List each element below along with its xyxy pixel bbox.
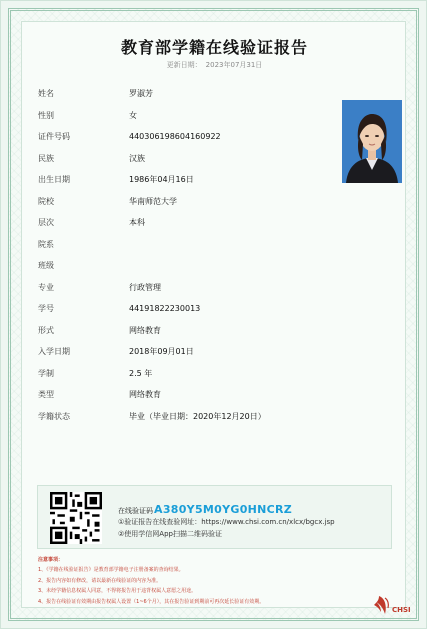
field-value: 44191822230013: [129, 304, 201, 313]
field-label: 学制: [38, 368, 54, 378]
verification-app-line: ②使用学信网App扫描二维码验证: [118, 530, 222, 538]
field-label: 入学日期: [38, 347, 70, 356]
chsi-logo-icon: [373, 592, 413, 618]
note-item: 1、《学籍在线验证报告》是教育部学籍电子注册备案的查询结果。: [38, 567, 184, 573]
field-label: 院校: [38, 196, 54, 206]
field-label: 学号: [38, 304, 54, 313]
field-row: [38, 279, 328, 301]
updated-date: [1, 60, 427, 70]
field-row: [38, 85, 328, 107]
field-value: 2.5 年: [129, 368, 153, 378]
field-label: 形式: [38, 325, 54, 335]
notes-title: 注意事项：: [38, 557, 64, 563]
verification-code: A380Y5M0YG0HNCRZ: [154, 503, 293, 516]
field-value: 女: [129, 110, 137, 120]
field-label: 民族: [38, 153, 54, 163]
student-info: [38, 85, 328, 429]
field-row: [38, 257, 328, 279]
portrait-icon: [342, 100, 402, 183]
field-row: [38, 171, 328, 193]
field-value: 网络教育: [129, 390, 161, 399]
field-label: 层次: [38, 218, 54, 227]
field-value: 2018年09月01日: [129, 347, 194, 356]
field-row: [38, 107, 328, 129]
field-label: 性别: [38, 110, 54, 120]
field-label: 院系: [38, 239, 54, 249]
field-value: 440306198604160922: [129, 132, 221, 141]
field-row: [38, 322, 328, 344]
field-label: 证件号码: [38, 132, 70, 141]
field-label: 姓名: [38, 89, 54, 98]
verification-box: [37, 485, 392, 549]
field-label: 出生日期: [38, 175, 70, 184]
field-label: 专业: [38, 282, 54, 292]
note-item: 2、报告内容如有修改，请以最新在线验证的内容为准。: [38, 577, 162, 584]
updated-date-label: 更新日期：: [166, 61, 202, 69]
student-photo: [342, 100, 402, 183]
field-row: [38, 300, 328, 322]
field-value: 网络教育: [129, 325, 161, 335]
field-value: 1986年04月16日: [129, 175, 194, 184]
note-item: 3、未经学籍信息权属人同意，不得将报告用于违背权属人意愿之用途。: [38, 588, 197, 595]
field-value: 行政管理: [129, 282, 161, 292]
field-row: [38, 343, 328, 365]
notes-section: [38, 556, 358, 608]
field-label: 班级: [38, 261, 54, 270]
note-item: 4、报告在线验证有效期由报告权属人设置（1~6个月），其在报告验证到期前可再次延长验证有效期。: [38, 598, 265, 605]
field-row: [38, 365, 328, 387]
chsi-logo-text: CHSI: [392, 606, 411, 614]
field-value: 本科: [129, 218, 145, 227]
report-title: 教育部学籍在线验证报告: [120, 38, 308, 57]
field-value: 汉族: [129, 153, 145, 163]
field-row: [38, 150, 328, 172]
field-row: [38, 193, 328, 215]
field-row: [38, 408, 328, 430]
verification-code-line: [118, 503, 292, 516]
field-value: 毕业（毕业日期：2020年12月20日）: [129, 411, 266, 421]
verification-code-label: 在线验证码: [118, 507, 153, 515]
qr-code-icon[interactable]: [50, 492, 102, 544]
updated-date-value: 2023年07月31日: [205, 61, 263, 69]
field-row: [38, 386, 328, 408]
field-row: [38, 236, 328, 258]
field-row: [38, 128, 328, 150]
field-row: [38, 214, 328, 236]
verification-url-line[interactable]: ①验证报告在线查验网址：https://www.chsi.com.cn/xlcx/bgcx.jsp: [118, 518, 335, 526]
field-value: 华南师范大学: [129, 196, 177, 206]
field-label: 学籍状态: [38, 411, 70, 421]
field-value: 罗淑芳: [129, 89, 153, 98]
field-label: 类型: [38, 390, 54, 399]
